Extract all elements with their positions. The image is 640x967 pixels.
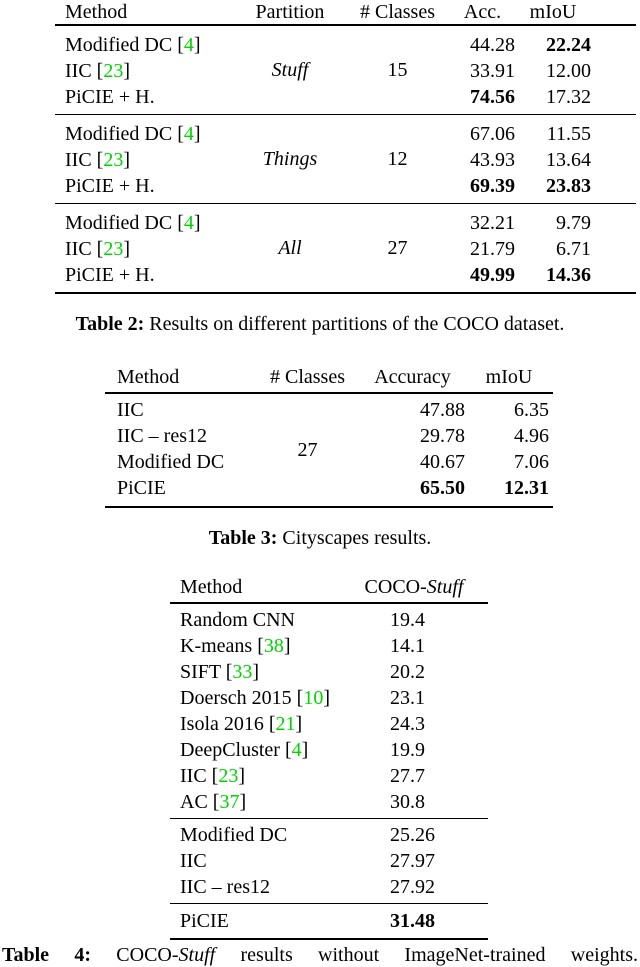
method-cell (170, 603, 340, 633)
table-row (170, 737, 488, 763)
accuracy-cell: 65.50 (420, 477, 465, 499)
table2-caption (0, 312, 640, 336)
col-header-acc: Acc. (450, 0, 515, 25)
method-label: IIC [ (65, 238, 104, 260)
ablation-group (170, 819, 488, 904)
value-cell: 14.1 (390, 635, 425, 657)
method-cell: PiCIE (180, 910, 229, 932)
col-header-partition: Partition (235, 0, 345, 25)
bracket: ] (123, 238, 130, 260)
value-cell: 19.9 (390, 739, 425, 761)
table-row (170, 874, 488, 904)
bracket: ] (123, 149, 130, 171)
col-header-method: Method (105, 362, 255, 393)
citation-ref: 21 (275, 713, 296, 735)
citation-ref: 23 (218, 765, 239, 787)
citation-ref: 4 (183, 123, 194, 145)
col-header-method: Method (55, 0, 235, 25)
method-cell (55, 115, 235, 148)
bracket: ] (252, 661, 260, 683)
method-label: Random CNN (180, 609, 295, 631)
table4-caption (0, 943, 638, 967)
bracket: ] (301, 739, 309, 761)
method-cell: IIC (180, 850, 207, 872)
method-label: Isola 2016 [ (180, 713, 276, 735)
method-cell: PiCIE (117, 477, 166, 499)
method-label: PiCIE + H. (65, 86, 155, 108)
method-cell: Modified DC (180, 824, 288, 846)
miou-cell: 7.06 (514, 451, 549, 473)
table-row (170, 633, 488, 659)
caption-text: COCO- (91, 944, 179, 966)
value-cell: 25.26 (390, 824, 435, 846)
method-cell (55, 58, 235, 84)
classes-cell: 15 (387, 59, 408, 81)
acc-cell: 69.39 (470, 175, 515, 197)
accuracy-cell: 47.88 (420, 399, 465, 421)
method-cell (170, 633, 340, 659)
table-header-row (105, 362, 553, 393)
method-label: K-means [ (180, 635, 264, 657)
bracket: ] (283, 635, 291, 657)
dataset-name: Stuff (426, 576, 464, 598)
caption-label: Table 3: (208, 527, 278, 549)
method-label: IIC [ (65, 60, 104, 82)
table-row (170, 763, 488, 789)
method-cell (55, 204, 235, 237)
method-label: IIC [ (65, 149, 104, 171)
method-cell (55, 147, 235, 173)
table-row (170, 685, 488, 711)
table-row (55, 25, 636, 58)
table-header-row (55, 0, 636, 25)
bracket: ] (323, 687, 330, 709)
citation-ref: 4 (291, 739, 302, 761)
method-cell (170, 789, 340, 819)
method-cell: IIC (117, 399, 144, 421)
method-label: IIC [ (180, 765, 219, 787)
acc-cell: 33.91 (470, 60, 515, 82)
caption-text: results without ImageNet-trained weights. (215, 944, 638, 966)
value-cell: 27.97 (390, 850, 435, 872)
caption-text: Cityscapes results. (277, 527, 432, 549)
miou-cell: 9.79 (556, 212, 591, 234)
acc-cell: 32.21 (470, 212, 515, 234)
value-cell: 30.8 (390, 791, 425, 813)
method-cell (170, 763, 340, 789)
table-row (170, 789, 488, 819)
results-table-coco-partitions (55, 0, 636, 294)
table-row (170, 904, 488, 940)
value-cell: 27.92 (390, 876, 435, 898)
col-header-miou: mIoU (515, 0, 636, 25)
method-label: Modified DC [ (65, 212, 184, 234)
miou-cell: 4.96 (514, 425, 549, 447)
accuracy-cell: 40.67 (420, 451, 465, 473)
partition-cell: All (278, 237, 302, 259)
acc-cell: 67.06 (470, 123, 515, 145)
col-header-miou: mIoU (465, 362, 553, 393)
bracket: ] (295, 713, 303, 735)
miou-cell: 12.00 (546, 60, 591, 82)
acc-cell: 44.28 (470, 34, 515, 56)
method-cell (55, 25, 235, 58)
citation-ref: 4 (183, 34, 194, 56)
table-row (170, 603, 488, 633)
partition-group-all (55, 204, 636, 294)
bracket: ] (193, 34, 201, 56)
method-cell (55, 262, 235, 293)
value-cell: 31.48 (390, 910, 435, 932)
col-header-method: Method (170, 572, 340, 603)
bracket: ] (193, 212, 201, 234)
citation-ref: 23 (103, 238, 124, 260)
method-label: Doersch 2015 [ (180, 687, 304, 709)
citation-ref: 4 (183, 212, 194, 234)
method-label: Modified DC [ (65, 34, 184, 56)
method-label: PiCIE + H. (65, 264, 155, 286)
table-row (170, 848, 488, 874)
table-row (55, 204, 636, 237)
col-header-classes: # Classes (345, 0, 450, 25)
classes-cell: 27 (387, 237, 408, 259)
caption-label: Table 2: (75, 313, 145, 335)
accuracy-cell: 29.78 (420, 425, 465, 447)
miou-cell: 6.35 (514, 399, 549, 421)
value-cell: 20.2 (390, 661, 425, 683)
results-table-coco-stuff (170, 572, 488, 940)
method-cell (55, 236, 235, 262)
table-row (170, 819, 488, 849)
bracket: ] (238, 765, 245, 787)
acc-cell: 74.56 (470, 86, 515, 108)
caption-label: Table 4: (2, 944, 92, 966)
miou-cell: 14.36 (546, 264, 591, 286)
citation-ref: 23 (103, 60, 124, 82)
citation-ref: 33 (232, 661, 253, 683)
value-cell: 23.1 (390, 687, 425, 709)
bracket: ] (123, 60, 130, 82)
baseline-group (170, 603, 488, 819)
results-table-cityscapes (105, 362, 553, 508)
method-cell (170, 737, 340, 763)
miou-cell: 23.83 (546, 175, 591, 197)
picie-group (170, 904, 488, 940)
miou-cell: 22.24 (546, 34, 591, 56)
citation-ref: 38 (263, 635, 284, 657)
acc-cell: 49.99 (470, 264, 515, 286)
dataset-prefix: COCO- (364, 576, 427, 598)
col-header-accuracy: Accuracy (360, 362, 465, 393)
method-cell (170, 659, 340, 685)
method-cell: IIC – res12 (180, 876, 270, 898)
citation-ref: 23 (103, 149, 124, 171)
value-cell: 19.4 (390, 609, 425, 631)
bracket: ] (193, 123, 201, 145)
citation-ref: 10 (303, 687, 324, 709)
citation-ref: 37 (219, 791, 240, 813)
method-cell: Modified DC (117, 451, 225, 473)
cityscapes-rows (105, 393, 553, 507)
miou-cell: 12.31 (504, 477, 549, 499)
col-header-classes: # Classes (255, 362, 360, 393)
method-cell (55, 173, 235, 204)
miou-cell: 11.55 (546, 123, 591, 145)
caption-text: Results on different partitions of the COCO dataset. (144, 313, 565, 335)
method-cell (170, 711, 340, 737)
partition-cell: Stuff (271, 59, 309, 81)
partition-cell: Things (262, 148, 318, 170)
bracket: ] (239, 791, 247, 813)
acc-cell: 21.79 (470, 238, 515, 260)
miou-cell: 6.71 (556, 238, 591, 260)
value-cell: 24.3 (390, 713, 425, 735)
method-label: Modified DC [ (65, 123, 184, 145)
col-header-coco-stuff (340, 572, 488, 603)
method-label: PiCIE + H. (65, 175, 155, 197)
caption-dataset-name: Stuff (178, 944, 216, 966)
table-row (55, 115, 636, 148)
table-row (105, 393, 553, 423)
value-cell: 27.7 (390, 765, 425, 787)
classes-cell: 12 (387, 148, 408, 170)
method-label: DeepCluster [ (180, 739, 292, 761)
method-label: AC [ (180, 791, 220, 813)
classes-cell: 27 (297, 439, 318, 461)
miou-cell: 17.32 (546, 86, 591, 108)
miou-cell: 13.64 (546, 149, 591, 171)
acc-cell: 43.93 (470, 149, 515, 171)
table-header-row (170, 572, 488, 603)
partition-group-stuff (55, 25, 636, 115)
table3-caption (0, 526, 640, 550)
method-cell: IIC – res12 (117, 425, 207, 447)
method-label: SIFT [ (180, 661, 233, 683)
table-row (170, 711, 488, 737)
table-row (170, 659, 488, 685)
method-cell (170, 685, 340, 711)
partition-group-things (55, 115, 636, 204)
method-cell (55, 84, 235, 115)
